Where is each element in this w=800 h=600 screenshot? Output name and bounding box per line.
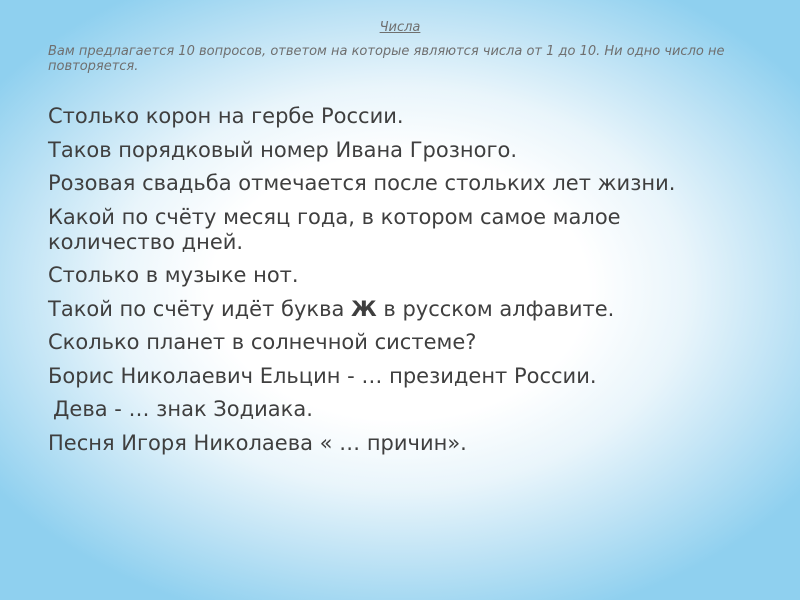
question-item: Борис Николаевич Ельцин - … президент России. bbox=[48, 363, 597, 388]
highlighted-letter: Ж bbox=[351, 296, 377, 321]
question-item: Сколько планет в солнечной системе? bbox=[48, 330, 477, 354]
question-item: Столько корон на гербе России. bbox=[48, 104, 404, 128]
question-item: Дева - … знак Зодиака. bbox=[53, 397, 313, 421]
question-item bbox=[48, 297, 748, 322]
slide-intro: Вам предлагается 10 вопросов, ответом на которые являются числа от 1 до 10. Ни одно число не повторяется. bbox=[48, 44, 725, 74]
question-text: в русском алфавите. bbox=[376, 296, 615, 321]
question-item: Песня Игоря Николаева « … причин». bbox=[48, 430, 467, 455]
question-item: Таков порядковый номер Ивана Грозного. bbox=[48, 137, 518, 162]
question-item: Столько в музыке нот. bbox=[48, 263, 299, 287]
slide-heading: Числа bbox=[379, 20, 421, 35]
question-item: Какой по счёту месяц года, в котором самое малое количество дней. bbox=[48, 204, 621, 254]
question-text: Такой по счёту идёт буква bbox=[48, 296, 351, 321]
question-list bbox=[48, 104, 748, 464]
question-item: Розовая свадьба отмечается после стольких лет жизни. bbox=[48, 171, 676, 195]
